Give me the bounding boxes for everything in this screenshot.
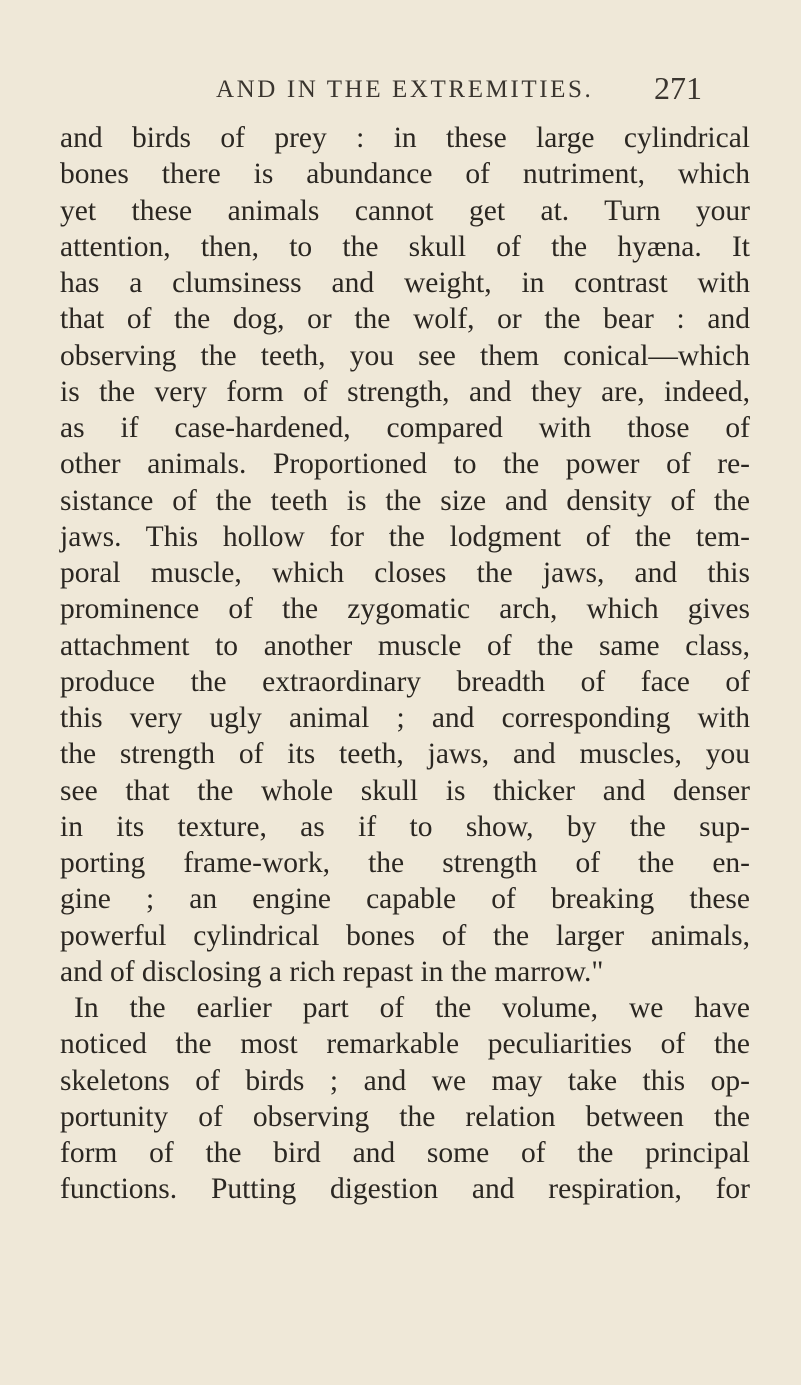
page-number: 271 [654,70,702,106]
text-line: and of disclosing a rich repast in the marrow." [60,955,604,988]
text-line: yet these animals cannot get at. Turn your [60,194,750,227]
text-line: that of the dog, or the wolf, or the bear : and [60,303,750,336]
text-line: sistance of the teeth is the size and density of the [60,484,750,517]
text-line: and birds of prey : in these large cylindrical [60,122,750,154]
text-line: powerful cylindrical bones of the larger animals, [60,919,750,952]
text-line: functions. Putting digestion and respiration, for [60,1173,750,1206]
text-line: gine ; an engine capable of breaking these [60,883,750,916]
text-line: jaws. This hollow for the lodgment of the tem- [60,520,750,553]
text-line: portunity of observing the relation between the [60,1100,750,1133]
text-line: produce the extraordinary breadth of face of [60,665,750,698]
body-text [60,120,750,1208]
text-line: skeletons of birds ; and we may take this op- [60,1064,750,1097]
running-head [0,70,801,110]
paragraph-first-line: In the earlier part of the volume, we have [74,992,750,1024]
text-line: see that the whole skull is thicker and denser [60,774,750,807]
text-line: form of the bird and some of the principal [60,1137,750,1169]
text-line: has a clumsiness and weight, in contrast with [60,267,750,299]
text-line: porting frame-work, the strength of the en- [60,847,750,879]
text-line: noticed the most remarkable peculiarities of the [60,1028,750,1061]
text-line: observing the teeth, you see them conical—which [60,339,750,372]
text-line: prominence of the zygomatic arch, which gives [60,593,750,626]
text-line: poral muscle, which closes the jaws, and this [60,557,750,589]
text-line: bones there is abundance of nutriment, which [60,158,750,191]
text-line: this very ugly animal ; and corresponding with [60,702,750,734]
text-line: as if case-hardened, compared with those of [60,412,750,444]
text-line: in its texture, as if to show, by the sup- [60,810,750,843]
text-line: attention, then, to the skull of the hyæna. It [60,230,750,263]
text-line: other animals. Proportioned to the power of re- [60,448,750,481]
text-line: is the very form of strength, and they are, indeed, [60,375,750,408]
text-line: the strength of its teeth, jaws, and muscles, you [60,738,750,771]
running-title: AND IN THE EXTREMITIES. [216,76,594,103]
text-line: attachment to another muscle of the same class, [60,629,750,662]
